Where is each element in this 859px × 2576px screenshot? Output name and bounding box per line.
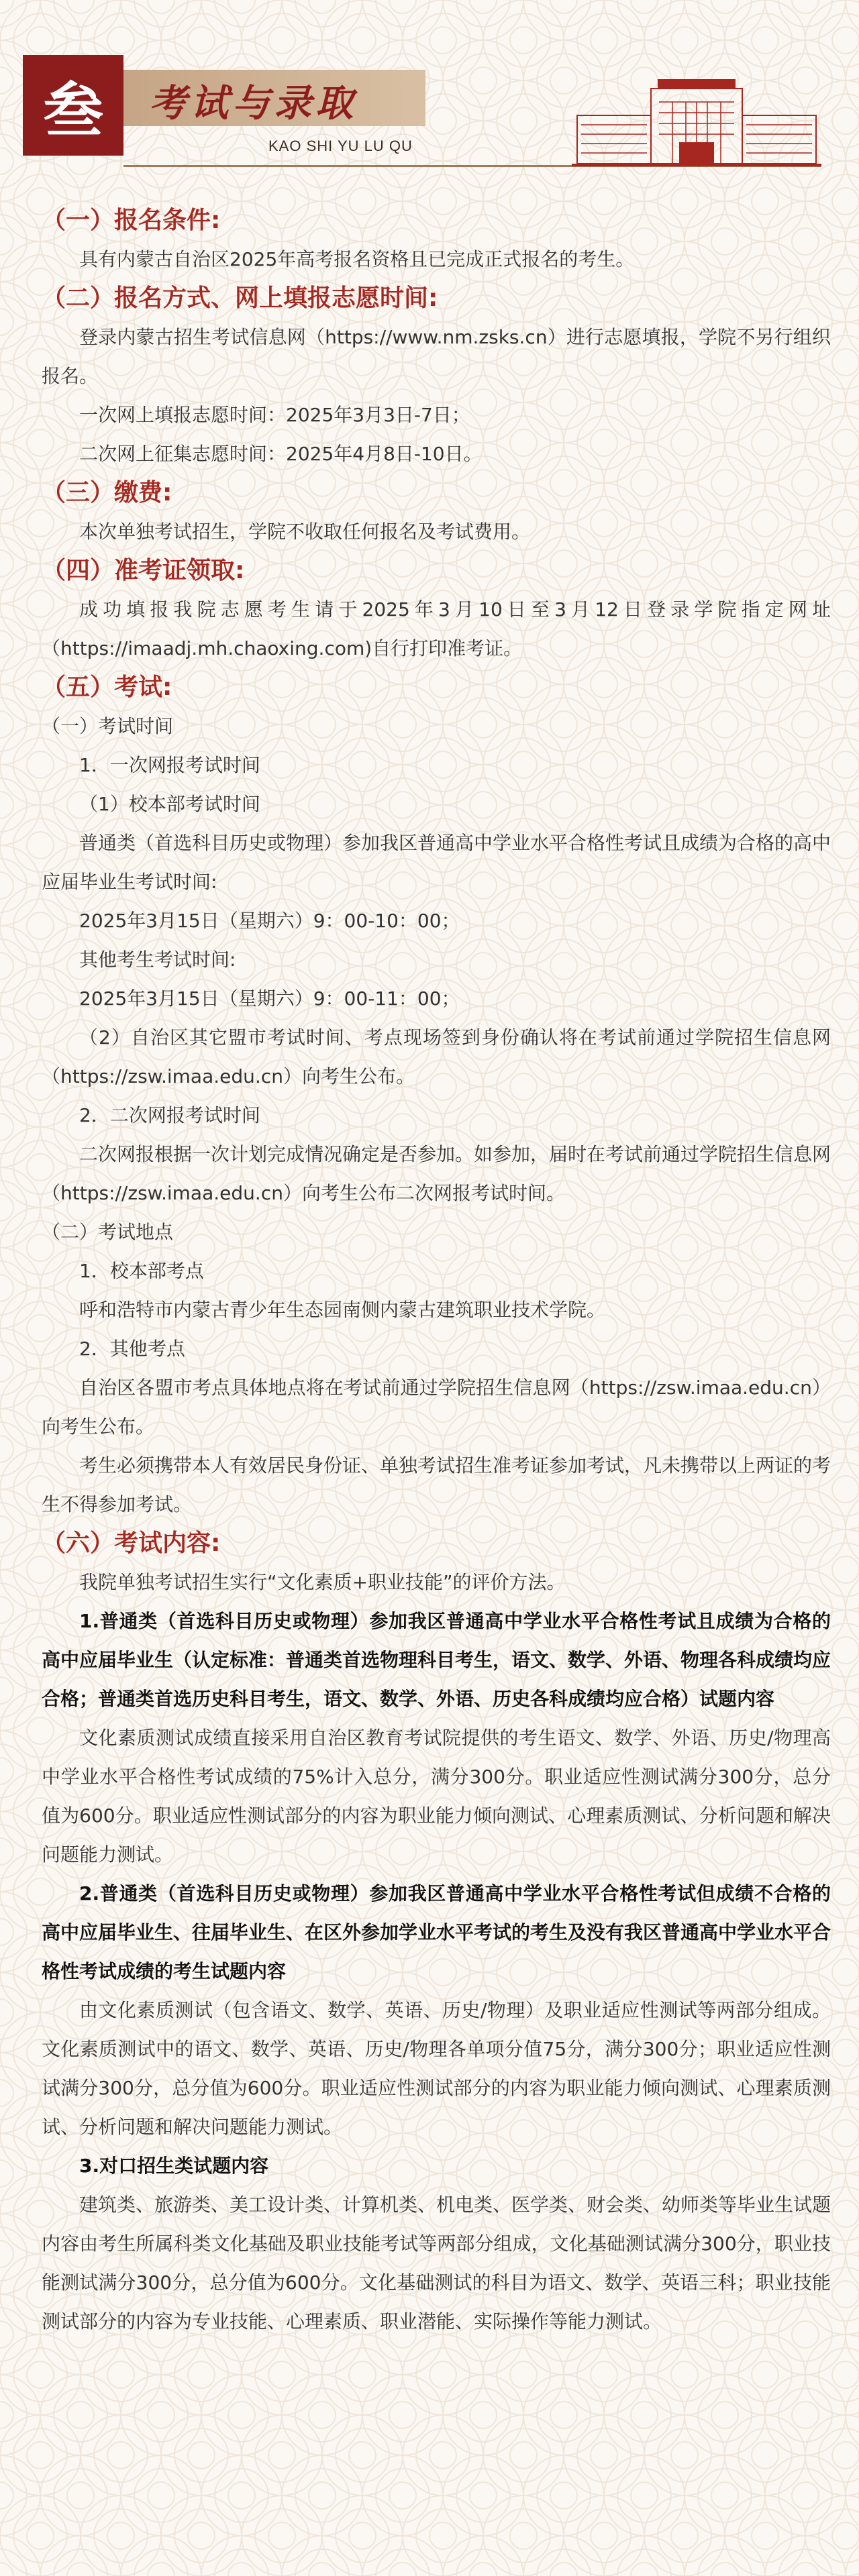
paragraph: 2025年3月15日（星期六）9：00-11：00； [79, 987, 460, 1010]
paragraph: 成功填报我院志愿考生请于2025年3月10日至3月12日登录学院指定网址（https://imaadj.mh.chaoxing.com)自行打印准考证。 [42, 598, 831, 659]
section-header [0, 0, 859, 174]
paragraph: 呼和浩特市内蒙古青少年生态园南侧内蒙古建筑职业技术学院。 [79, 1299, 606, 1321]
paragraph: （2）自治区其它盟市考试时间、考点现场签到身份确认将在考试前通过学院招生信息网（https://zsw.imaa.edu.cn）向考生公布。 [42, 1026, 831, 1087]
page-title: 考试与录取 [149, 81, 357, 125]
bold-subheading: 2.普通类（首选科目历史或物理）参加我区普通高中学业水平合格性考试但成绩不合格的高中应届毕业生、往届毕业生、在区外参加学业水平考试的考生及没有我区普通高中学业水平合格性考试成绩的考生试题内容 [42, 1882, 831, 1982]
bold-subheading: 1.普通类（首选科目历史或物理）参加我区普通高中学业水平合格性考试且成绩为合格的高中应届毕业生（认定标准：普通类首选物理科目考生，语文、数学、外语、物理各科成绩均应合格；普通类首选历史科目考生，语文、数学、外语、历史各科成绩均应合格）试题内容 [42, 1610, 831, 1710]
paragraph: 二次网报根据一次计划完成情况确定是否参加。如参加，届时在考试前通过学院招生信息网（https://zsw.imaa.edu.cn）向考生公布二次网报考试时间。 [42, 1143, 831, 1204]
content-body [42, 201, 831, 2341]
paragraph: 2025年3月15日（星期六）9：00-10：00； [79, 910, 460, 932]
heading-registration-conditions: （一）报名条件: [42, 207, 221, 234]
paragraph: 具有内蒙古自治区2025年高考报名资格且已完成正式报名的考生。 [79, 248, 635, 270]
paragraph: 其他考生考试时间: [79, 949, 236, 971]
list-item: 1．校本部考点 [79, 1260, 204, 1282]
paragraph: 本次单独考试招生，学院不收取任何报名及考试费用。 [79, 521, 531, 543]
list-item: 1．一次网报考试时间 [79, 754, 260, 776]
paragraph: 考生必须携带本人有效居民身份证、单独考试招生准考证参加考试，凡未携带以上两证的考生不得参加考试。 [42, 1454, 831, 1515]
paragraph: 建筑类、旅游类、美工设计类、计算机类、机电类、医学类、财会类、幼师类等毕业生试题内容由考生所属科类文化基础及职业技能考试等两部分组成，文化基础测试满分300分，职业技能测试满分300分，总分值为600分。文化基础测试的科目为语文、数学、英语三科；职业技能测试部分的内容为专业技能、心理素质、职业潜能、实际操作等能力测试。 [42, 2194, 831, 2332]
chapter-badge: 叁 [23, 55, 123, 156]
paragraph: 一次网上填报志愿时间：2025年3月3日-7日； [79, 404, 470, 426]
list-item: 2．二次网报考试时间 [79, 1104, 260, 1126]
heading-exam: （五）考试: [42, 674, 172, 701]
paragraph: 我院单独考试招生实行“文化素质+职业技能”的评价方法。 [79, 1571, 566, 1593]
page-title-pinyin: KAO SHI YU LU QU [268, 138, 413, 154]
paragraph: 二次网上征集志愿时间：2025年4月8日-10日。 [79, 443, 483, 465]
heading-fees: （三）缴费: [42, 479, 172, 506]
bold-subheading: 3.对口招生类试题内容 [79, 2155, 269, 2177]
paragraph: 文化素质测试成绩直接采用自治区教育考试院提供的考生语文、数学、外语、历史/物理高中学业水平合格性考试成绩的75%计入总分，满分300分。职业适应性测试满分300分，总分值为600分。职业适应性测试部分的内容为职业能力倾向测试、心理素质测试、分析问题和解决问题能力测试。 [42, 1727, 831, 1866]
list-item: （1）校本部考试时间 [79, 793, 260, 815]
campus-building-illustration [572, 75, 821, 169]
heading-exam-content: （六）考试内容: [42, 1529, 221, 1557]
list-item: 2．其他考点 [79, 1338, 185, 1360]
subheading-exam-time: （一）考试时间 [42, 715, 174, 737]
paragraph: 普通类（首选科目历史或物理）参加我区普通高中学业水平合格性考试且成绩为合格的高中应届毕业生考试时间: [42, 832, 831, 893]
paragraph: 由文化素质测试（包含语文、数学、英语、历史/物理）及职业适应性测试等两部分组成。文化素质测试中的语文、数学、英语、历史/物理各单项分值75分，满分300分；职业适应性测试满分300分，总分值为600分。职业适应性测试部分的内容为职业能力倾向测试、心理素质测试、分析问题和解决问题能力测试。 [42, 1999, 831, 2138]
heading-admission-ticket: （四）准考证领取: [42, 557, 245, 584]
subheading-exam-location: （二）考试地点 [42, 1221, 174, 1243]
heading-registration-method: （二）报名方式、网上填报志愿时间: [42, 284, 438, 312]
paragraph: 自治区各盟市考点具体地点将在考试前通过学院招生信息网（https://zsw.imaa.edu.cn）向考生公布。 [42, 1377, 831, 1438]
paragraph: 登录内蒙古招生考试信息网（https://www.nm.zsks.cn）进行志愿填报，学院不另行组织报名。 [42, 326, 831, 387]
